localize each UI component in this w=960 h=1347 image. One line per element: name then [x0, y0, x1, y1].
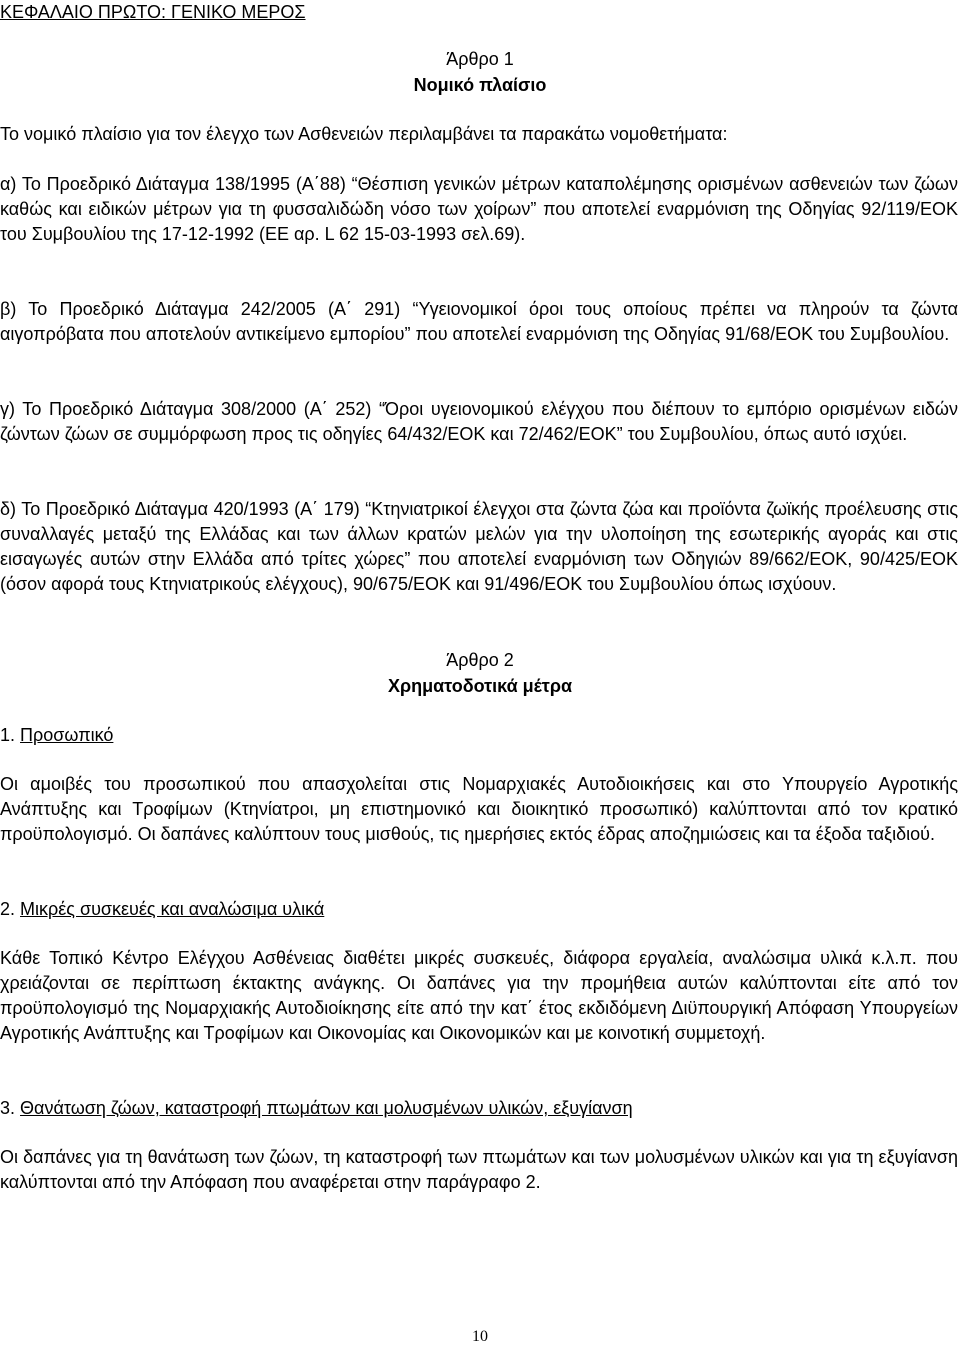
legal-item-d: δ) Το Προεδρικό Διάταγμα 420/1993 (Α΄ 179) “Κτηνιατρικοί έλεγχοι στα ζώντα ζώα και προϊόντα ζωϊκής προέλευσης στις συναλλαγές μεταξύ της Ελλάδας και των άλλων κρατών μελών για την υλοποίηση της εσωτερικής αγοράς και στις εισαγωγές αυτών στην Ελλάδα από τρίτες χώρες” που αποτελεί εναρμόνιση των Οδηγιών 89/662/ΕΟΚ, 90/425/ΕΟΚ (όσον αφορά τους Κτηνιατρικούς ελέγχους), 90/675/ΕΟΚ και 91/496/ΕΟΚ του Συμβουλίου όπως ισχύουν. — [0, 499, 958, 594]
legal-item-b: β) Το Προεδρικό Διάταγμα 242/2005 (Α΄ 291) “Υγειονομικοί όροι τους οποίους πρέπει να πληρούν τα ζώντα αιγοπρόβατα που αποτελούν αντικείμενο εμπορίου” που αποτελεί εναρμόνιση της Οδηγίας 91/68/ΕΟΚ του Συμβουλίου. — [0, 299, 958, 344]
page-number: 10 — [472, 1328, 488, 1345]
section-2-heading — [0, 897, 324, 921]
legal-item-c: γ) Το Προεδρικό Διάταγμα 308/2000 (Α΄ 252) “Όροι υγειονομικού ελέγχου που διέπουν το εμπόριο ορισμένων ειδών ζώντων ζώων σε συμμόρφωση προς τις οδηγίες 64/432/ΕΟΚ και 72/462/ΕΟΚ” του Συμβουλίου, όπως αυτό ισχύει. — [0, 399, 958, 444]
section-2-number: 2. — [0, 899, 16, 919]
section-3-title: Θανάτωση ζώων, καταστροφή πτωμάτων και μολυσμένων υλικών, εξυγίανση — [20, 1098, 633, 1118]
chapter-heading: ΚΕΦΑΛΑΙΟ ΠΡΩΤΟ: ΓΕΝΙΚΟ ΜΕΡΟΣ — [0, 2, 306, 22]
section-1-title: Προσωπικό — [20, 725, 114, 745]
article-2-title: Χρηματοδοτικά μέτρα — [387, 676, 573, 696]
section-3-heading — [0, 1096, 633, 1120]
section-2-text: Κάθε Τοπικό Κέντρο Ελέγχου Ασθένειας διαθέτει μικρές συσκευές, διάφορα εργαλεία, αναλώσιμα υλικά κ.λ.π. που χρειάζονται σε περίπτωση έκτακτης ανάγκης. Οι δαπάνες για την προμήθεια αυτών καλύπτονται είτε από τον προϋπολογισμό της Νομαρχιακής Αυτοδιοίκησης είτε από την κατ΄ έτος εκδιδόμενη Διϋπουργική Απόφαση Υπουργείων Αγροτικής Ανάπτυξης και Τροφίμων και Οικονομίας και Οικονομικών και με κοινοτική συμμετοχή. — [0, 948, 958, 1043]
section-3-text: Οι δαπάνες για τη θανάτωση των ζώων, τη καταστροφή των πτωμάτων και των μολυσμένων υλικών και για τη εξυγίανση καλύπτονται από την Απόφαση που αναφέρεται στην παράγραφο 2. — [0, 1147, 958, 1192]
section-2-title: Μικρές συσκευές και αναλώσιμα υλικά — [20, 899, 325, 919]
section-1-heading — [0, 723, 113, 747]
section-3-number: 3. — [0, 1098, 16, 1118]
article-1-intro: Το νομικό πλαίσιο για τον έλεγχο των Ασθενειών περιλαμβάνει τα παρακάτω νομοθετήματα: — [0, 124, 728, 144]
legal-item-a: α) Το Προεδρικό Διάταγμα 138/1995 (Α΄88) “Θέσπιση γενικών μέτρων καταπολέμησης ορισμένων ασθενειών των ζώων καθώς και ειδικών μέτρων για τη φυσσαλιδώδη νόσο των χοίρων” που αποτελεί εναρμόνιση της Οδηγίας 92/119/ΕΟΚ του Συμβουλίου της 17-12-1992 (ΕΕ αρ. L 62 15-03-1993 σελ.69). — [0, 174, 958, 244]
article-2-number: Άρθρο 2 — [446, 650, 514, 670]
article-1-title: Νομικό πλαίσιο — [413, 75, 547, 95]
section-1-text: Οι αμοιβές του προσωπικού που απασχολείται στις Νομαρχιακές Αυτοδιοικήσεις και στο Υπουργείο Αγροτικής Ανάπτυξης και Τροφίμων (Κτηνίατροι, μη επιστημονικό και διοικητικό προσωπικό) καλύπτονται από τον κρατικό προϋπολογισμό. Οι δαπάνες καλύπτουν τους μισθούς, τις ημερήσιες εκτός έδρας αποζημιώσεις και τα έξοδα ταξιδιού. — [0, 774, 958, 844]
section-1-number: 1. — [0, 725, 16, 745]
article-1-number: Άρθρο 1 — [446, 49, 514, 69]
